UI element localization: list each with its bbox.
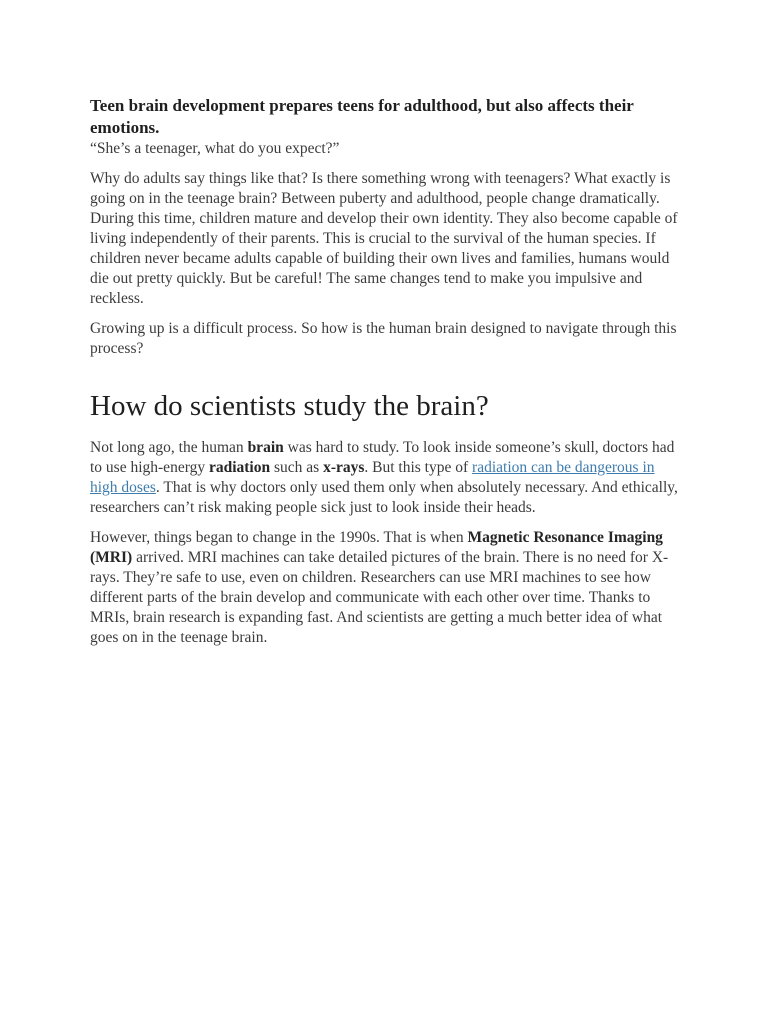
text-span: Not long ago, the human — [90, 439, 248, 456]
text-span: arrived. MRI machines can take detailed pictures of the brain. There is no need for X-rays. They’re safe to use, even on children. Researchers can use MRI machines to see how different parts of the brain develop and communicate with each other over time. Thanks to MRIs, brain research is expanding fast. And scientists are getting a much better idea of what goes on in the teenage brain. — [90, 549, 669, 646]
growing-up-paragraph: Growing up is a difficult process. So how is the human brain designed to navigate through this process? — [90, 320, 677, 357]
bold-term-mri: Magnetic Resonance Imaging (MRI) — [90, 529, 663, 566]
text-span: such as — [270, 459, 324, 476]
bold-term-brain: brain — [247, 439, 284, 456]
text-span: . But this type of — [364, 459, 473, 476]
mri-paragraph — [90, 528, 680, 648]
text-span: . That is why doctors only used them only when absolutely necessary. And ethically, researchers can’t risk making people sick just to look inside their heads. — [90, 479, 678, 516]
section-heading: How do scientists study the brain? — [90, 390, 489, 422]
intro-paragraph: Why do adults say things like that? Is there something wrong with teenagers? What exactly is going on in the teenage brain? Between puberty and adulthood, people change dramatically. During this time, children mature and develop their own identity. They also become capable of living independently of their parents. This is crucial to the survival of the human species. If children never became adults capable of building their own lives and families, humans would die out pretty quickly. But be careful! The same changes tend to make you impulsive and reckless. — [90, 170, 678, 307]
text-span: However, things began to change in the 1990s. That is when — [90, 529, 468, 546]
radiation-danger-link[interactable]: radiation can be dangerous in high doses — [90, 459, 655, 496]
bold-term-radiation: radiation — [208, 459, 271, 476]
bold-term-x-rays: x-rays — [323, 459, 365, 476]
document-page — [90, 95, 680, 658]
brain-study-paragraph — [90, 438, 680, 518]
article-title: Teen brain development prepares teens for adulthood, but also affects their emotions. — [90, 96, 634, 137]
text-span: was hard to study. To look inside someone’s skull, doctors had to use high-energy — [90, 439, 675, 476]
opening-quote: “She’s a teenager, what do you expect?” — [90, 140, 340, 157]
